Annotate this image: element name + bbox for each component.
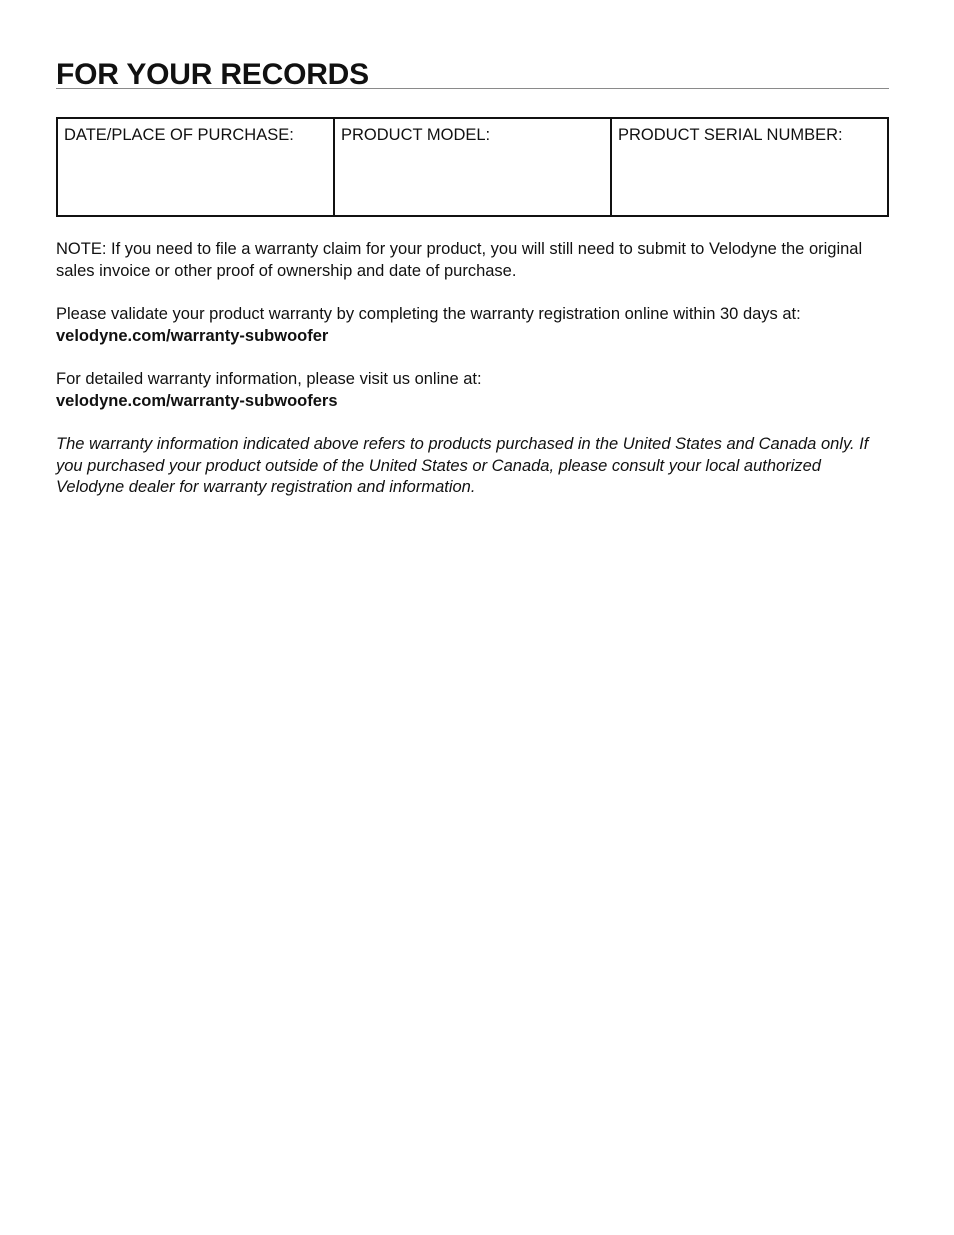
- warranty-details-link[interactable]: velodyne.com/warranty-subwoofers: [56, 391, 338, 410]
- records-table: [56, 117, 889, 217]
- warranty-registration-link[interactable]: velodyne.com/warranty-subwoofer: [56, 326, 329, 345]
- purchase-date-place-label: DATE/PLACE OF PURCHASE:: [64, 126, 294, 144]
- validate-warranty-paragraph: [56, 304, 889, 347]
- warranty-details-paragraph: [56, 369, 889, 412]
- validate-warranty-text: Please validate your product warranty by completing the warranty registration online within 30 days at:: [56, 305, 801, 323]
- product-serial-number-label: PRODUCT SERIAL NUMBER:: [618, 126, 843, 144]
- warranty-claim-note: NOTE: If you need to file a warranty claim for your product, you will still need to submit to Velodyne the original sales invoice or other proof of ownership and date of purchase.: [56, 240, 863, 280]
- product-serial-number-field[interactable]: [610, 119, 887, 215]
- product-model-label: PRODUCT MODEL:: [341, 126, 491, 144]
- page-title: FOR YOUR RECORDS: [56, 58, 369, 91]
- purchase-date-place-field[interactable]: [58, 119, 333, 215]
- title-row: [56, 56, 889, 89]
- product-model-field[interactable]: [333, 119, 610, 215]
- warranty-disclaimer: The warranty information indicated above refers to products purchased in the United States and Canada only. If you purchased your product outside of the United States or Canada, please consult your local authorized Velodyne dealer for warranty registration and information.: [56, 435, 869, 496]
- warranty-details-text: For detailed warranty information, please visit us online at:: [56, 370, 482, 388]
- document-page: [56, 0, 889, 499]
